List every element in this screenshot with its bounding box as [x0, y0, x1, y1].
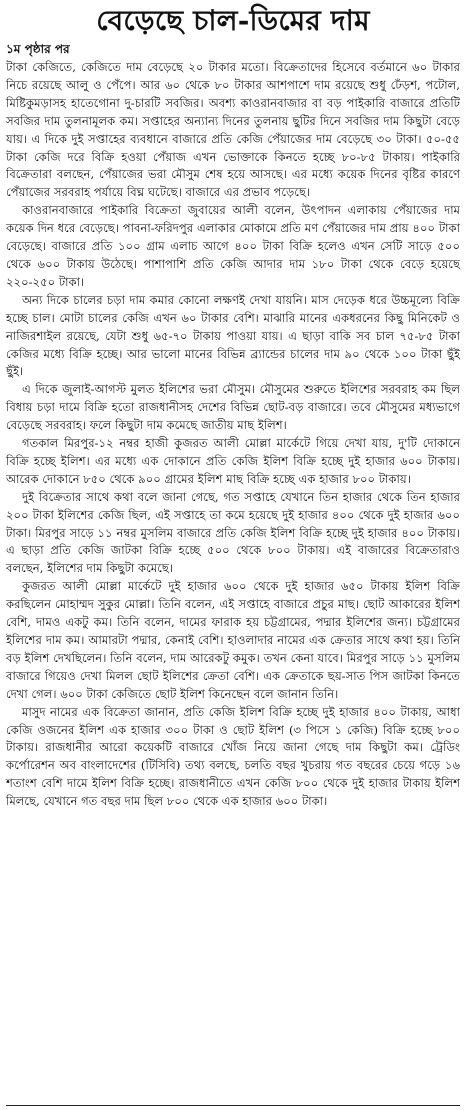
article-paragraph: কুজরত আলী মোল্লা মার্কেটে দুই হাজার ৬০০ থেকে দুই হাজার ৬৫০ টাকায় ইলিশ বিক্রি করছিলেন মোহাম্মদ সুকুর মোল্লা। তিনি বলেন, এই সপ্তাহে বাজারে প্রচুর মাছ। ছোট আকারের ইলিশ বেশি, দামও একটু কম। তিনি বলেন, দামের ফারাক হয় চট্টগ্রামের, পদ্মার ইলিশের জন্য। চট্টগ্রামের ইলিশের দাম কম। আমারটা পদ্মার, কেনাই বেশি। হাওলাদার নামের এক ক্রেতার সাথে কথা হয়। তিনি বড় ইলিশ দেখছিলেন। তিনি বলেন, দাম আরেকটু কমুক। তখন কেনা যাবে। মিরপুর সাড়ে ১১ মুসলিম বাজারে গিয়েও দেখা মিলল ছোট ইলিশের ক্রেতা বেশি। এক ক্রেতাকে ছয়-সাত পিস জাটকা কিনতে দেখা গেল। ৬০০ টাকা কেজিতে ছোট ইলিশ কিনেছেন বলে জানান তিনি। — [6, 579, 460, 701]
article-paragraph: এ দিকে জুলাই-আগস্ট মুলত ইলিশের ভরা মৌসুম। মৌসুমের শুরুতে ইলিশের সরবরাহ কম ছিল বিধায় চড়া দামে বিক্রি হতো রাজধানীসহ দেশের বিভিন্ন ছোট-বড় বাজারে। তবে মৌসুমের মধ্যভাগে বেড়েছে সরবরাহ। ফলে কিছুটা দাম কমেছে জাতীয় মাছ ইলিশ। — [6, 382, 460, 433]
article-paragraph: টাকা কেজিতে, কেজিতে দাম বেড়েছে ২০ টাকার মতো। বিক্রেতাদের হিসেবে বর্তমানে ৬০ টাকার নিচে রয়েছে আলু ও পেঁপে। আর ৬০ থেকে ৮০ টাকার আশপাশে দাম রয়েছে শুধু ঢেঁড়শ, পটোল, মিষ্টিকুমড়াসহ হাতেগোনা দু-চারটি সবজির। অবশ্য কাওরানবাজার বা বড় পাইকারি বাজারে প্রতিটি সবজির দাম তুলনামূলক কম। সপ্তাহের অন্যান্য দিনের তুলনায় ছুটির দিনে সবজির দাম কিছুটা বেড়ে যায়। এ দিকে দুই সপ্তাহের ব্যবধানে বাজারে প্রতি কেজি পেঁয়াজের দাম বেড়েছে ৩০ টাকা। ৫০-৫৫ টাকা কেজি দরে বিক্রি হওয়া পেঁয়াজ এখন ভোক্তাকে কিনতে হচ্ছে ৮০-৮৫ টাকায়। পাইকারি বিক্রেতারা বলছেন, পেঁয়াজের ভরা মৌসুম শেষ হয়ে আসছে। এর মধ্যে কয়েক দিনের বৃষ্টির কারণে পেঁয়াজের সরবরাহ পর্যায়ে বিঘ্ন ঘটেছে। বাজারে এর প্রভাব পড়েছে। — [6, 60, 460, 200]
article-paragraph: অন্য দিকে চালের চড়া দাম কমার কোনো লক্ষণই দেখা যায়নি। মাস দেড়েক ধরে উচ্চমূল্যে বিক্রি হচ্ছে চাল। মোটা চালের কেজি এখন ৬০ টাকার বেশি। মাঝারি মানের একধরনের কিছু মিনিকেট ও নাজিরশাইল রয়েছে, যেটা শুধু ৬৫-৭০ টাকায় পাওয়া যায়। এ ছাড়া বাকি সব চাল ৭৫-৮৫ টাকা কেজির মধ্যে বিক্রি হচ্ছে। আর ভালো মানের বিভিন্ন ব্র্যান্ডের চালের দাম ৯০ থেকে ১০০ টাকা ছুঁই ছুঁই। — [6, 292, 460, 379]
article-paragraph: কাওরানবাজারে পাইকারি বিক্রেতা জুবায়ের আলী বলেন, উৎপাদন এলাকায় পেঁয়াজের দাম কয়েক দিন ধরে বেড়েছে। পাবনা-ফরিদপুর এলাকার মোকামে প্রতি মণ পেঁয়াজের দাম প্রায় ৪০০ টাকা বেড়েছে। বাজারে প্রতি ১০০ গ্রাম এলাচ আগে ৪০০ টাকা বিক্রি হলেও এখন সেটি সাড়ে ৫০০ থেকে ৬০০ টাকায় উঠেছে। পাশাপাশি প্রতি কেজি আদার দাম ১৮০ টাকা থেকে বেড়ে হয়েছে ২২০-২৫০ টাকা। — [6, 203, 460, 289]
article-paragraph: গতকাল মিরপুর-১২ নম্বর হাজী কুজরত আলী মোল্লা মার্কেটে গিয়ে দেখা যায়, দু'টি দোকানে বিক্রি হচ্ছে ইলিশ। এর মধ্যে এক দোকানে প্রতি কেজি ইলিশ বিক্রি হচ্ছে দুই হাজার ৬০০ টাকায়। আরেক দোকানে ৮৫০ থেকে ৯০০ গ্রামের ইলিশ মাছ বিক্রি হচ্ছে এক হাজার ৮০০ টাকায়। — [6, 436, 460, 486]
headline: বেড়েছে চাল-ডিমের দাম — [96, 4, 370, 37]
bottom-divider — [6, 1105, 460, 1106]
article-paragraph: দুই বিক্রেতার সাথে কথা বলে জানা গেছে, গত সপ্তাহে যেখানে তিন হাজার থেকে তিন হাজার ২০০ টাকা ইলিশের কেজি ছিল, এই সপ্তাহে তা কমে হয়েছে দুই হাজার ৪০০ থেকে দুই হাজার ৬০০ টাকা। মিরপুর সাড়ে ১১ নম্বর মুসলিম বাজারে প্রতি কেজি ইলিশ বিক্রি হচ্ছে দুই হাজার ৪০০ টাকায়। এ ছাড়া প্রতি কেজি জাটকা বিক্রি হচ্ছে ৫০০ থেকে ৮০০ টাকায়। এই বাজারের বিক্রেতারাও বলছেন, ইলিশের দাম কিছুটা কমেছে। — [6, 489, 460, 576]
continued-from-label: ১ম পৃষ্ঠার পর — [6, 42, 70, 56]
article-paragraph: মাসুদ নামের এক বিক্রেতা জানান, প্রতি কেজি ইলিশ বিক্রি হচ্ছে দুই হাজার ৪০০ টাকায়, আধা কেজি ওজনের ইলিশ এক হাজার ৩০০ টাকা ও ছোট ইলিশ (৩ পিসে ১ কেজি) বিক্রি হচ্ছে ৮০০ টাকায়। রাজধানীর আরো কয়েকটি বাজারে খোঁজ নিয়ে জানা গেছে দাম কিছুটা কম। ট্রেডিং কর্পোরেশন অব বাংলাদেশের (টিসিবি) তথ্য বলছে, চলতি বছর খুচরায় গত বছরের চেয়ে গড়ে ১৬ শতাংশ বেশি দামে ইলিশ বিক্রি হচ্ছে। রাজধানীতে এখন কেজি ৮০০ থেকে দুই হাজার টাকায় ইলিশ মিলছে, যেখানে গত বছর দাম ছিল ৮০০ থেকে এক হাজার ৬০০ টাকা। — [6, 704, 460, 809]
